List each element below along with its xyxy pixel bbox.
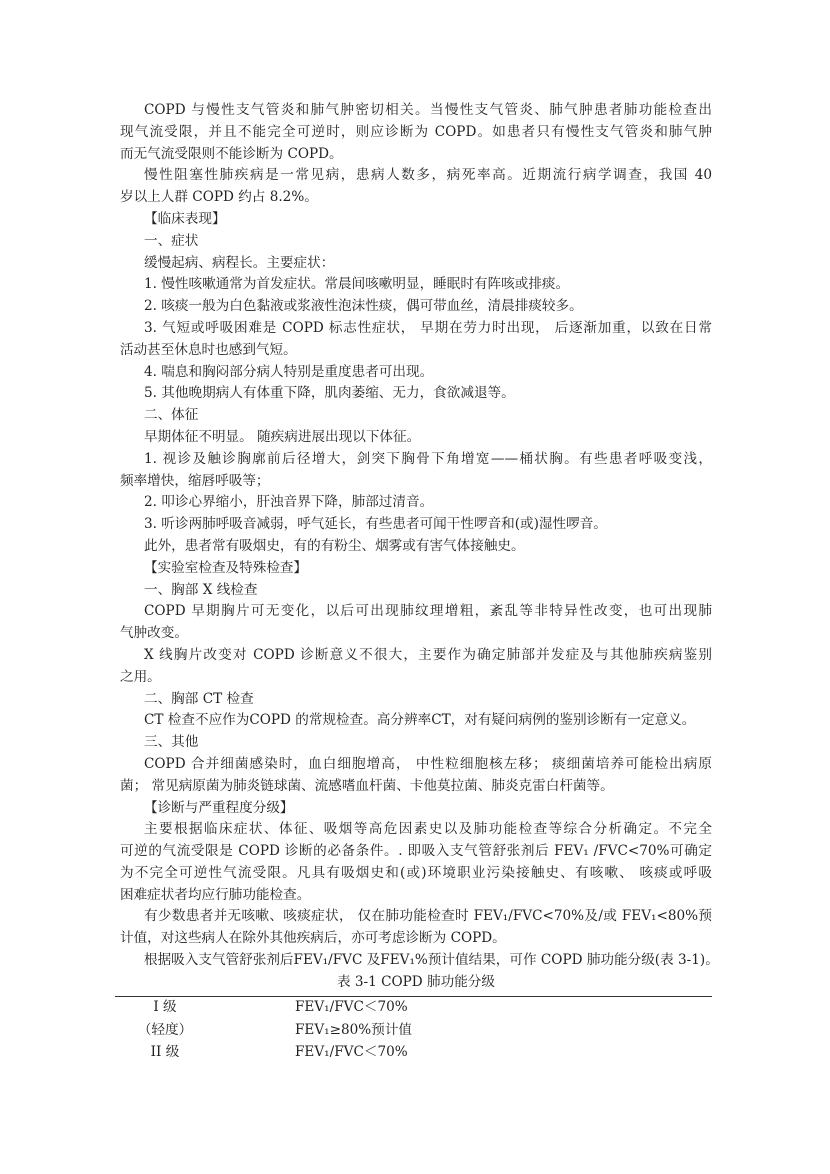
text-line: 频率增快，缩唇呼吸等； bbox=[120, 472, 270, 489]
text-line: 5. 其他晚期病人有体重下降，肌肉萎缩、无力，食欲减退等。 bbox=[144, 385, 515, 402]
paragraph bbox=[120, 318, 712, 362]
text-line: COPD 合并细菌感染时，血白细胞增高， 中性粒细胞核左移； 痰细菌培养可能检出病原 bbox=[144, 755, 712, 772]
table-row bbox=[115, 997, 712, 1020]
grade-cell: II 级 bbox=[150, 1044, 180, 1061]
criteria-cell: FEV₁≥80%预计值 bbox=[295, 1021, 413, 1038]
text-line: 可逆的气流受限是 COPD 诊断的必备条件。. 即吸入支气管舒张剂后 FEV₁ /FVC<70%可确定 bbox=[120, 843, 712, 860]
text-line: 【临床表现】 bbox=[144, 210, 226, 227]
paragraph bbox=[120, 819, 712, 906]
paragraph bbox=[120, 950, 719, 972]
paragraph bbox=[120, 580, 712, 602]
table-caption: 表 3-1 COPD 肺功能分级 bbox=[336, 973, 495, 990]
text-line: 2. 叩诊心界缩小，肝浊音界下降，肺部过清音。 bbox=[144, 494, 434, 511]
grade-cell: （轻度） bbox=[137, 1021, 193, 1038]
paragraph bbox=[120, 296, 712, 318]
text-line: 一、症状 bbox=[144, 232, 199, 249]
paragraph bbox=[120, 710, 712, 732]
text-line: 之用。 bbox=[120, 668, 161, 685]
paragraph bbox=[120, 362, 712, 384]
text-line: 计值，对这些病人在除外其他疾病后，亦可考虑诊断为 COPD。 bbox=[120, 930, 506, 947]
paragraph bbox=[120, 558, 712, 580]
text-line: 有少数患者并无咳嗽、咳痰症状， 仅在肺功能检查时 FEV₁/FVC<70%及/或 FEV₁<80%预 bbox=[144, 908, 712, 925]
text-line: 3. 听诊两肺呼吸音减弱，呼气延长，有些患者可闻干性啰音和(或)湿性啰音。 bbox=[144, 516, 607, 533]
text-line: 4. 喘息和胸闷部分病人特别是重度患者可出现。 bbox=[144, 363, 434, 380]
paragraph bbox=[120, 492, 712, 514]
paragraph bbox=[120, 514, 712, 536]
paragraph bbox=[120, 689, 712, 711]
text-line: 【实验室检查及特殊检查】 bbox=[144, 559, 308, 576]
paragraph bbox=[120, 165, 712, 209]
paragraph bbox=[120, 253, 712, 275]
text-line: 二、体征 bbox=[144, 407, 199, 424]
table-row bbox=[115, 1042, 712, 1065]
paragraph bbox=[120, 906, 712, 950]
table-row bbox=[115, 1019, 712, 1042]
paragraph bbox=[120, 449, 712, 493]
text-line: 主要根据临床症状、体征、吸烟等高危因素史以及肺功能检查等综合分析确定。不完全 bbox=[144, 821, 712, 838]
paragraph bbox=[120, 645, 712, 689]
document-body bbox=[120, 100, 719, 994]
text-line: 而无气流受限则不能诊断为 COPD。 bbox=[120, 145, 343, 162]
text-line: 此外，患者常有吸烟史，有的有粉尘、烟雾或有害气体接触史。 bbox=[144, 537, 525, 554]
text-line: 2. 咳痰一般为白色黏液或浆液性泡沫性痰，偶可带血丝，清晨排痰较多。 bbox=[144, 298, 583, 315]
text-line: 困难症状者均应行肺功能检查。 bbox=[120, 886, 311, 903]
paragraph bbox=[120, 274, 712, 296]
text-line: 三、其他 bbox=[144, 734, 199, 751]
text-line: 早期体征不明显。 随疾病进展出现以下体征。 bbox=[144, 428, 421, 445]
paragraph bbox=[120, 601, 712, 645]
paragraph bbox=[120, 536, 712, 558]
text-line: 现气流受限，并且不能完全可逆时，则应诊断为 COPD。如患者只有慢性支气管炎和肺气肿 bbox=[120, 123, 712, 140]
text-line: 根据吸入支气管舒张剂后FEV₁/FVC 及FEV₁%预计值结果，可作 COPD 肺功能分级(表 3-1)。 bbox=[144, 952, 719, 969]
paragraph bbox=[120, 383, 712, 405]
paragraph bbox=[120, 100, 712, 165]
paragraph bbox=[120, 732, 712, 754]
text-line: 为不完全可逆性气流受限。凡具有吸烟史和(或)环境职业污染接触史、有咳嗽、 咳痰或呼吸 bbox=[120, 864, 712, 881]
paragraph bbox=[120, 798, 712, 820]
text-line: 岁以上人群 COPD 约占 8.2%。 bbox=[120, 189, 318, 206]
paragraph bbox=[120, 209, 712, 231]
text-line: 慢性阻塞性肺疾病是一常见病，患病人数多，病死率高。近期流行病学调查，我国 40 bbox=[144, 167, 712, 184]
text-line: 3. 气短或呼吸困难是 COPD 标志性症状， 早期在劳力时出现， 后逐渐加重，以致在日常 bbox=[144, 319, 712, 336]
paragraph bbox=[120, 231, 712, 253]
grade-cell: I 级 bbox=[153, 999, 177, 1016]
text-line: 1. 视诊及触诊胸廓前后径增大，剑突下胸骨下角增宽——桶状胸。有些患者呼吸变浅， bbox=[144, 450, 712, 467]
text-line: COPD 早期胸片可无变化，以后可出现肺纹理增粗，紊乱等非特异性改变，也可出现肺 bbox=[144, 603, 712, 620]
criteria-cell: FEV₁/FVC＜70% bbox=[295, 999, 408, 1016]
text-line: 1. 慢性咳嗽通常为首发症状。常晨间咳嗽明显，睡眠时有阵咳或排痰。 bbox=[144, 276, 570, 293]
text-line: 二、胸部 CT 检查 bbox=[144, 690, 254, 707]
lung-function-grading-table bbox=[115, 996, 712, 1065]
paragraph bbox=[120, 754, 712, 798]
text-line: 菌； 常见病原菌为肺炎链球菌、流感嗜血杆菌、卡他莫拉菌、肺炎克雷白杆菌等。 bbox=[120, 777, 614, 794]
text-line: COPD 与慢性支气管炎和肺气肿密切相关。当慢性支气管炎、肺气肿患者肺功能检查出 bbox=[144, 102, 712, 118]
criteria-cell: FEV₁/FVC＜70% bbox=[295, 1044, 408, 1061]
paragraph bbox=[120, 405, 712, 427]
text-line: 一、胸部 X 线检查 bbox=[144, 581, 258, 598]
text-line: CT 检查不应作为COPD 的常规检查。高分辨率CT，对有疑问病例的鉴别诊断有一定意义。 bbox=[144, 712, 696, 729]
text-line: 【诊断与严重程度分级】 bbox=[144, 799, 294, 816]
text-line: X 线胸片改变对 COPD 诊断意义不很大，主要作为确定肺部并发症及与其他肺疾病鉴别 bbox=[144, 646, 712, 663]
paragraph bbox=[120, 427, 712, 449]
text-line: 缓慢起病、病程长。主要症状： bbox=[144, 254, 335, 271]
text-line: 活动甚至休息时也感到气短。 bbox=[120, 341, 297, 358]
text-line: 气肿改变。 bbox=[120, 625, 188, 642]
